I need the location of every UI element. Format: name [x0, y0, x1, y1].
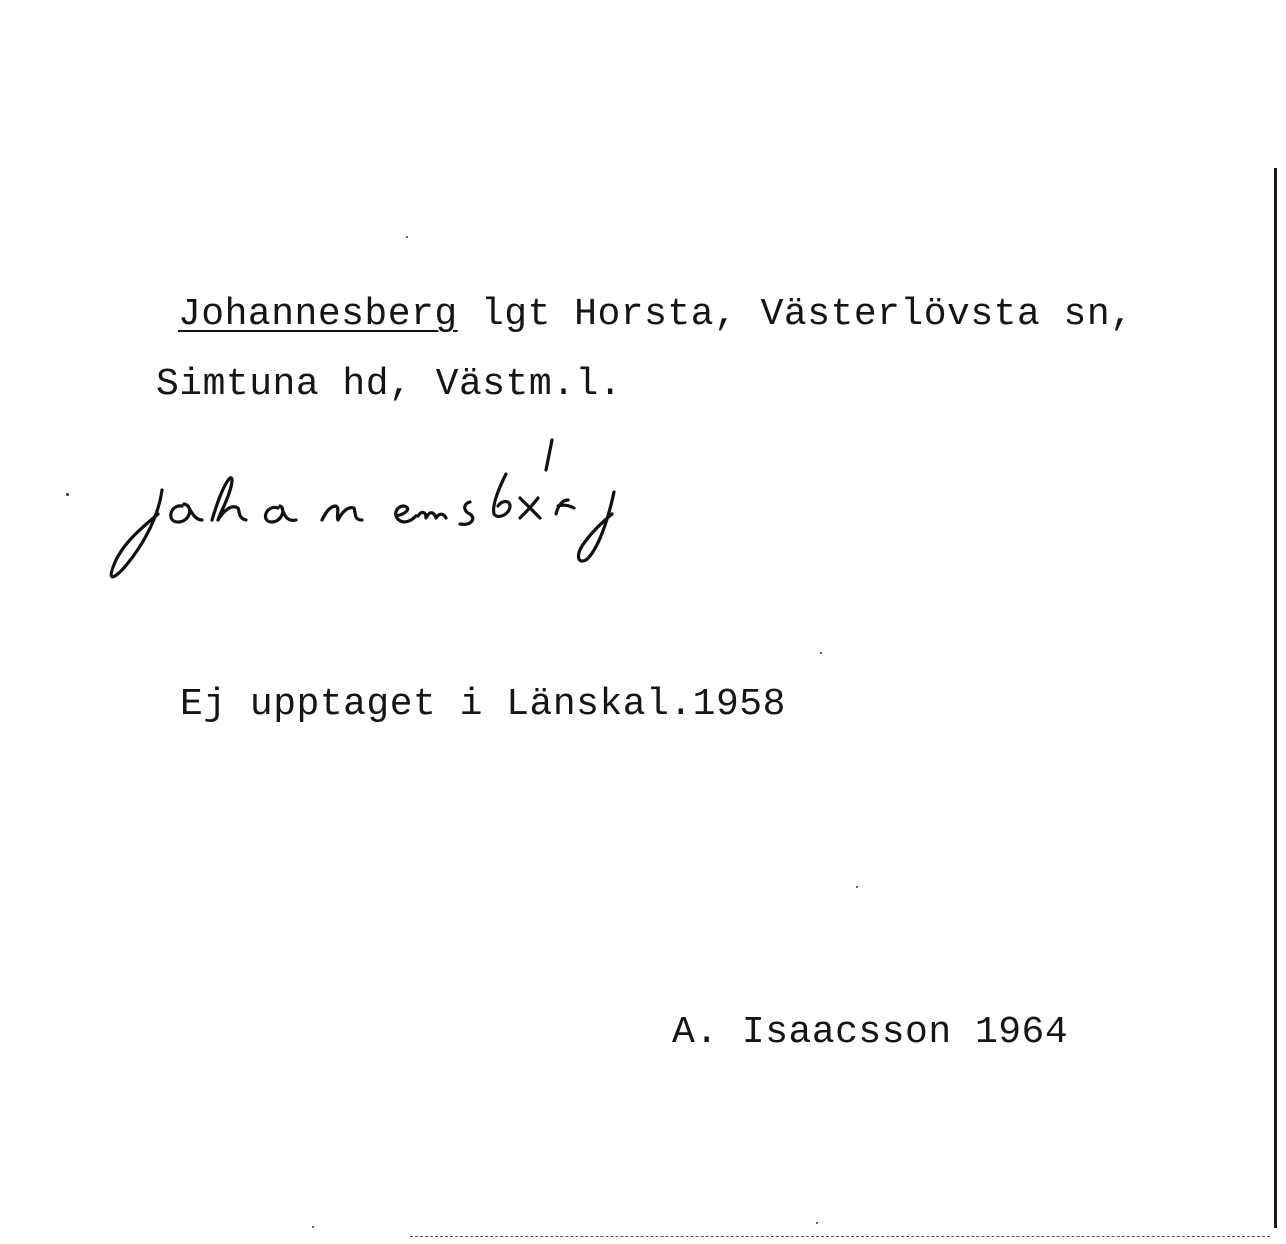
scan-speck	[816, 1222, 818, 1224]
location-text: lgt Horsta, Västerlövsta sn,	[457, 293, 1134, 336]
scan-speck	[66, 493, 69, 496]
handwritten-pronunciation	[100, 410, 660, 600]
district-line: Simtuna hd, Västm.l.	[156, 363, 623, 406]
scan-speck	[312, 1226, 314, 1228]
recorder-signature: A. Isaacsson 1964	[672, 1011, 1069, 1054]
scan-speck	[820, 652, 822, 654]
card-edge-right	[1274, 168, 1277, 1228]
headword: Johannesberg	[178, 293, 458, 336]
place-entry-line	[178, 293, 1134, 336]
register-note: Ej upptaget i Länskal.1958	[180, 683, 786, 726]
scan-speck	[856, 886, 858, 888]
scan-speck	[406, 236, 408, 238]
card-edge-bottom	[410, 1236, 1270, 1238]
